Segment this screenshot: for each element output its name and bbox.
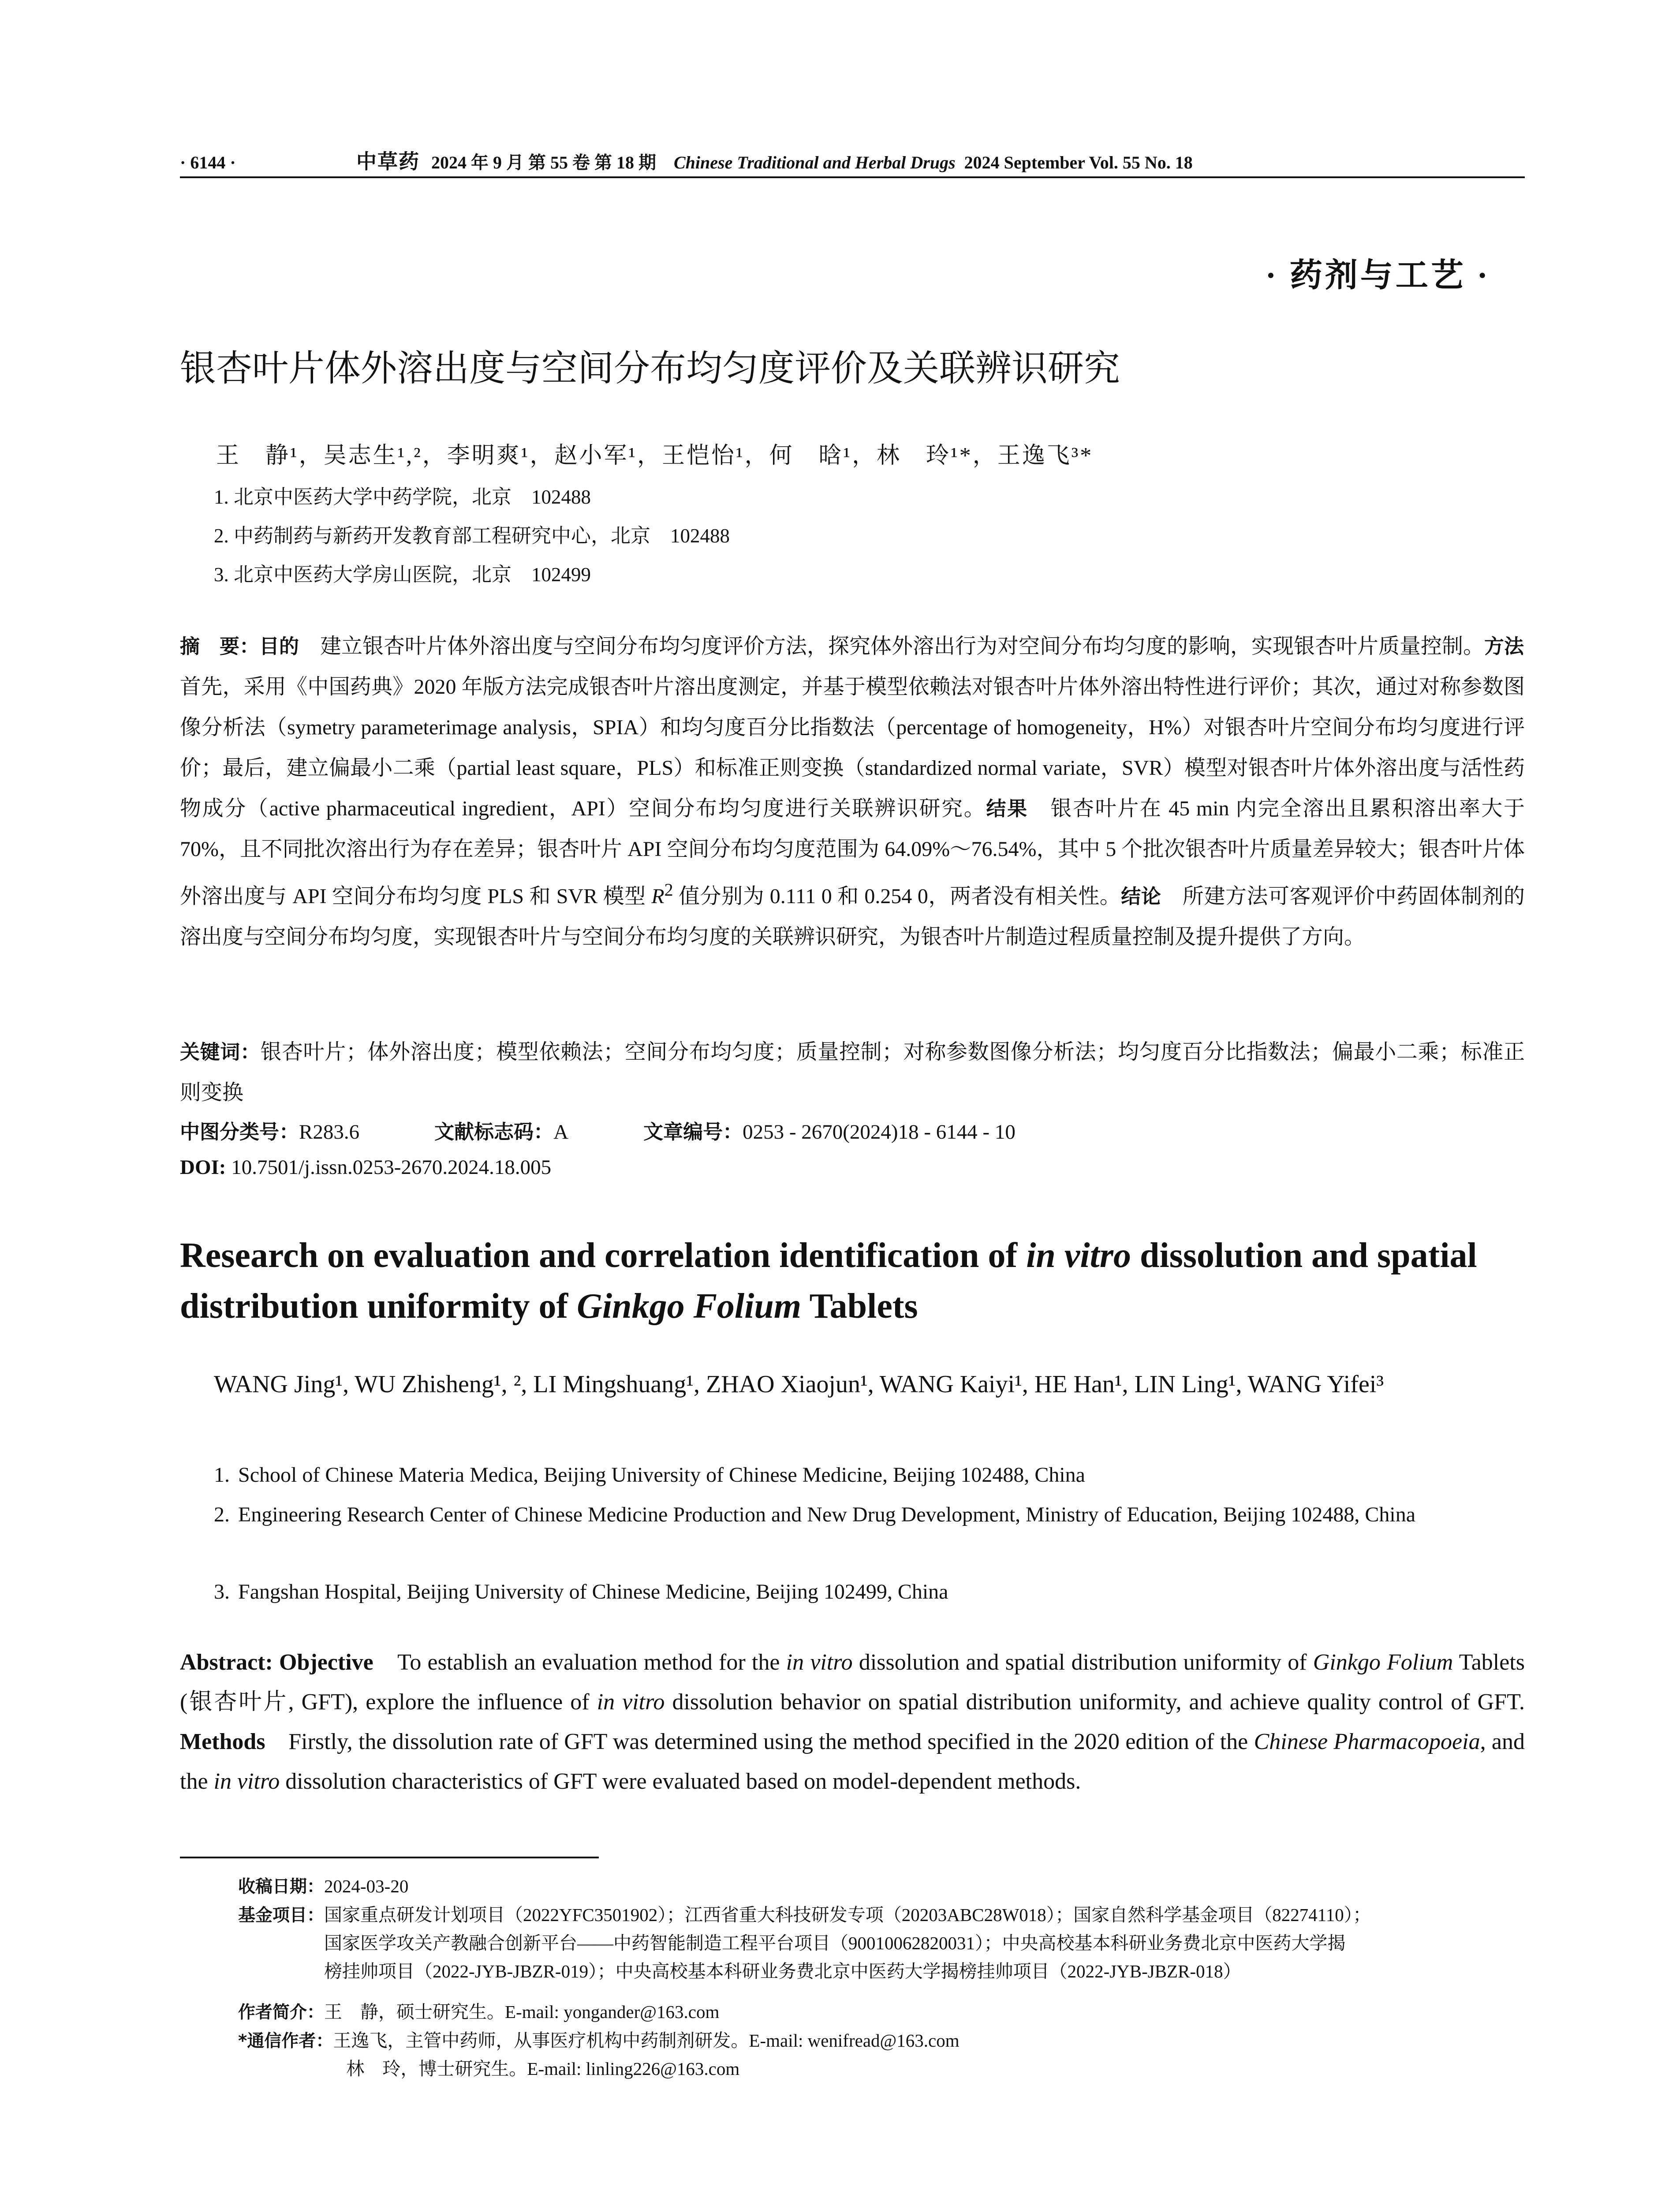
conclusion-text-cn: 所建方法可客观评价中药固体制剂的溶出度与空间分布均匀度，实现银杏叶片与空间分布均匀度的关联辨识研究，为银杏叶片制造过程质量控制及提升提供了方向。: [180, 885, 1525, 949]
correspondence-line-2: 林 玲，博士研究生。E-mail: linling226@163.com: [346, 2059, 740, 2079]
received-label: 收稿日期：: [238, 1877, 325, 1897]
objective-en-i1: in vitro: [786, 1650, 853, 1675]
methods-en-i2: in vitro: [213, 1769, 280, 1794]
objective-en-3: Tablets (银杏叶片, GFT), explore the influence of: [180, 1650, 1525, 1715]
abstract-en: [180, 1643, 1525, 1801]
title-en-part2: dissolution and spatial distribution uniformity of: [180, 1236, 1477, 1326]
issue-en: 2024 September Vol. 55 No. 18: [964, 153, 1193, 172]
running-header: [180, 146, 1525, 175]
affiliation-en-3: [214, 1572, 1526, 1612]
methods-en-i1: Chinese Pharmacopoeia: [1254, 1729, 1480, 1754]
header-rule: [180, 176, 1525, 178]
fund-line-3: 榜挂帅项目（2022-JYB-JBZR-019）；中央高校基本科研业务费北京中医药大学揭榜挂帅项目（2022-JYB-JBZR-018）: [324, 1961, 1241, 1981]
objective-text-cn: 建立银杏叶片体外溶出度与空间分布均匀度评价方法，探究体外溶出行为对空间分布均匀度的影响，实现银杏叶片质量控制。: [299, 635, 1485, 658]
journal-name-en: Chinese Traditional and Herbal Drugs: [674, 153, 956, 172]
methods-en-label: Methods: [180, 1729, 265, 1754]
abstract-label-cn: 摘 要：: [180, 635, 260, 658]
methods-text-cn: 首先，采用《中国药典》2020 年版方法完成银杏叶片溶出度测定，并基于模型依赖法对银杏叶片体外溶出特性进行评价；其次，通过对称参数图像分析法（symetry parameterimage analysis，SPIA）和均匀度百分比指数法（percentage of homogeneity，H%）对银杏叶片空间分布均匀度进行评价；最后，建立偏最小二乘（partial least square，PLS）和标准正则变换（standardized normal variate，SVR）模型对银杏叶片体外溶出度与活性药物成分（active pharmaceutical ingredient，API）空间分布均匀度进行关联辨识研究。: [180, 635, 1546, 820]
article-number-value: 0253 - 2670(2024)18 - 6144 - 10: [743, 1121, 1015, 1144]
results-label-cn: 结果: [986, 797, 1028, 820]
title-en-italic1: in vitro: [1026, 1236, 1131, 1275]
abstract-cn: [180, 626, 1546, 957]
title-en-italic2: Ginkgo Folium: [577, 1287, 802, 1326]
title-en: [180, 1230, 1525, 1332]
affiliation-en-1: [214, 1455, 1526, 1495]
objective-en-4: dissolution behavior on spatial distribution uniformity, and achieve quality control of GFT.: [665, 1689, 1525, 1715]
fund-label: 基金项目：: [238, 1906, 325, 1925]
keywords-label: 关键词：: [180, 1040, 261, 1064]
affiliation-en-1-number: 1.: [214, 1463, 230, 1487]
affiliation-cn-3: 3. 北京中医药大学房山医院，北京 102499: [214, 564, 591, 586]
received-date: 2024-03-20: [324, 1876, 409, 1896]
doi-line: [180, 1155, 551, 1179]
abstract-en-label: Abstract: Objective: [180, 1650, 373, 1675]
methods-en-1: Firstly, the dissolution rate of GFT was determined using the method specified in the 2020 edition of the: [265, 1729, 1254, 1754]
keywords-text: 银杏叶片；体外溶出度；模型依赖法；空间分布均匀度；质量控制；对称参数图像分析法；均匀度百分比指数法；偏最小二乘；标准正则变换: [180, 1040, 1525, 1104]
author-bio-label: 作者简介：: [238, 2003, 325, 2022]
footnote-author-bio: [238, 1998, 1526, 2027]
affiliation-en-2: [214, 1495, 1526, 1535]
footnote-received: [238, 1872, 1526, 1901]
keywords: [180, 1032, 1525, 1113]
section-heading: · 药剂与工艺 ·: [1265, 258, 1490, 294]
objective-en-i2: Ginkgo Folium: [1313, 1650, 1453, 1675]
affiliation-en-2-text: Engineering Research Center of Chinese Medicine Production and New Drug Development, Ministry of Education, Beijing 102488, China: [238, 1503, 1416, 1526]
authors-en: WANG Jing¹, WU Zhisheng¹, ², LI Mingshuang¹, ZHAO Xiaojun¹, WANG Kaiyi¹, HE Han¹, LIN Ling¹, WANG Yifei³: [214, 1371, 1384, 1398]
results-text-cn-end: 值分别为 0.111 0 和 0.254 0，两者没有相关性。: [673, 885, 1121, 908]
title-en-part3: Tablets: [801, 1287, 918, 1326]
doc-code-value: A: [553, 1121, 569, 1144]
title-en-part1: Research on evaluation and correlation identification of: [180, 1236, 1027, 1275]
author-bio-text: 王 静，硕士研究生。E-mail: yongander@163.com: [324, 2002, 720, 2022]
conclusion-label-cn: 结论: [1121, 885, 1161, 908]
doc-code-label: 文献标志码：: [434, 1120, 554, 1144]
affiliation-en-3-text: Fangshan Hospital, Beijing University of Chinese Medicine, Beijing 102499, China: [238, 1580, 948, 1603]
doi-value: 10.7501/j.issn.0253-2670.2024.18.005: [226, 1156, 552, 1179]
objective-label-cn: 目的: [259, 635, 299, 658]
journal-name-cn: 中草药: [356, 150, 420, 173]
footnote-funding: [238, 1901, 1526, 1985]
affiliation-en-3-number: 3.: [214, 1580, 230, 1603]
methods-en-3: dissolution characteristics of GFT were evaluated based on model-dependent methods.: [280, 1769, 1081, 1794]
page-number: · 6144 ·: [180, 153, 236, 172]
affiliation-cn-1: 1. 北京中医药大学中药学院，北京 102488: [214, 486, 591, 508]
r-squared-symbol: R: [651, 885, 665, 908]
objective-en-2: dissolution and spatial distribution uniformity of: [852, 1650, 1313, 1675]
doi-label: DOI:: [180, 1156, 226, 1179]
methods-label-cn: 方法: [1484, 635, 1524, 658]
authors-cn: 王 静¹，吴志生¹,²，李明爽¹，赵小军¹，王恺怡¹，何 晗¹，林 玲¹*，王逸飞³*: [216, 443, 1094, 468]
clc-label: 中图分类号：: [180, 1120, 299, 1144]
objective-en-1: To establish an evaluation method for the: [373, 1650, 786, 1675]
affiliation-en-2-number: 2.: [214, 1503, 230, 1526]
results-text-cn: 银杏叶片在 45 min 内完全溶出且累积溶出率大于 70%，且不同批次溶出行为存在差异；银杏叶片 API 空间分布均匀度范围为 64.09%～76.54%，其中 5 个批次银杏叶片质量差异较大；银杏叶片体外溶出度与 API 空间分布均匀度 PLS 和 SVR 模型: [180, 797, 1525, 908]
footnote-correspondence: [238, 2026, 1526, 2083]
methods-en-2: , and the: [180, 1729, 1525, 1794]
correspondence-label: *通信作者：: [238, 2031, 333, 2051]
affiliation-en-1-text: School of Chinese Materia Medica, Beijing University of Chinese Medicine, Beijing 102488, China: [238, 1463, 1085, 1487]
issue-cn: 2024 年 9 月 第 55 卷 第 18 期: [431, 153, 656, 172]
clc-value: R283.6: [299, 1121, 360, 1144]
title-cn: 银杏叶片体外溶出度与空间分布均匀度评价及关联辨识研究: [180, 348, 1120, 389]
classification-line: [180, 1116, 1015, 1144]
affiliation-cn-2: 2. 中药制药与新药开发教育部工程研究中心，北京 102488: [214, 525, 730, 547]
r-squared-exponent: 2: [664, 880, 673, 900]
fund-line-2: 国家医学攻关产教融合创新平台——中药智能制造工程平台项目（90010062820031）；中央高校基本科研业务费北京中医药大学揭: [324, 1933, 1346, 1953]
objective-en-i3: in vitro: [597, 1689, 665, 1715]
correspondence-line-1: 王逸飞，主管中药师，从事医疗机构中药制剂研发。E-mail: wenifread@163.com: [333, 2030, 959, 2051]
article-number-label: 文章编号：: [643, 1120, 743, 1144]
footnote-rule: [180, 1857, 599, 1858]
fund-line-1: 国家重点研发计划项目（2022YFC3501902）；江西省重大科技研发专项（20203ABC28W018）；国家自然科学基金项目（82274110）；: [324, 1905, 1371, 1925]
